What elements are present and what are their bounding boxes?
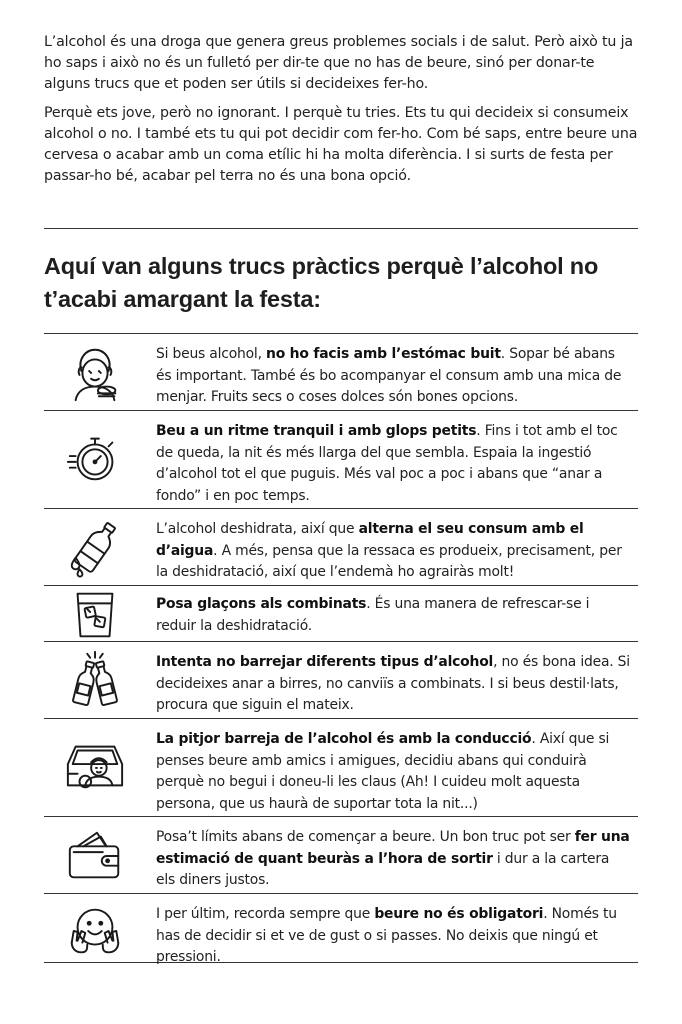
- tip-text: Intenta no barrejar diferents tipus d’alcohol, no és bona idea. Si decideixes anar a birres, no canviïs a combinats. I si beus destil·lats, procura que siguin el mateix.: [156, 654, 630, 713]
- smiley-peace-icon: [64, 900, 126, 962]
- tip-text: Si beus alcohol, no ho facis amb l’estómac buit. Sopar bé abans és important. També és bo acompanyar el consum amb una mica de menjar. Fruits secs o coses dolces són bones opcions.: [156, 346, 622, 405]
- driver-icon: [64, 735, 126, 797]
- intro-paragraph-1: L’alcohol és una droga que genera greus problemes socials i de salut. Però això tu ja ho saps i això no és un fulletó per dir-te que no has de beure, sinó per donar-te alguns trucs que et poden ser útils si decideixes fer-ho.: [44, 34, 633, 92]
- tips-heading: Aquí van alguns trucs pràctics perquè l’alcohol no t’acabi amargant la festa:: [44, 253, 599, 312]
- tip-row-limits: [44, 816, 638, 893]
- tip-text: Posa glaçons als combinats. És una manera de refrescar-se i reduir la deshidratació.: [156, 596, 590, 634]
- tip-text: Beu a un ritme tranquil i amb glops petits. Fins i tot amb el toc de queda, la nit és més llarga del que sembla. Espaia la ingestió d’alcohol tot el que puguis. Més val poc a poc i abans que “anar a fondo” i en poc temps.: [156, 423, 618, 504]
- tip-row-mixing: [44, 641, 638, 718]
- tip-text: Posa’t límits abans de començar a beure. Un bon truc pot ser fer una estimació de quant beuràs a l’hora de sortir i dur a la cartera els diners justos.: [156, 829, 630, 888]
- section-divider: [44, 228, 638, 229]
- tip-text: I per últim, recorda sempre que beure no és obligatori. Només tu has de decidir si et ve de gust o si passes. No deixis que ningú et pressioni.: [156, 906, 617, 965]
- intro-section: [44, 32, 644, 195]
- intro-paragraph-2: Perquè ets jove, però no ignorant. I perquè tu tries. Ets tu qui decideix si consumeix alcohol o no. I també ets tu qui pot decidir com fer-ho. Com bé saps, entre beure una cervesa o acabar amb un coma etílic hi ha molta diferència. I si surts de festa per passar-ho bé, acabar pel terra no és una bona opció.: [44, 105, 638, 184]
- water-bottle-icon: [64, 517, 126, 579]
- tip-text: La pitjor barreja de l’alcohol és amb la conducció. Així que si penses beure amb amics i amigues, decidiu abans qui conduirà perquè no begui i doneu-li les claus (Ah! I cuideu molt aquesta persona, que us haurà de suportar tota la nit...): [156, 731, 610, 812]
- person-eating-icon: [64, 342, 126, 404]
- stopwatch-icon: [64, 427, 126, 489]
- beer-bottles-icon: [64, 648, 126, 710]
- tip-row-driving: [44, 718, 638, 816]
- ice-glass-icon: [64, 584, 126, 646]
- tip-row-empty-stomach: [44, 333, 638, 410]
- tip-row-slow-pace: [44, 410, 638, 508]
- tip-row-ice: [44, 585, 638, 641]
- tip-row-not-mandatory: [44, 893, 638, 963]
- tip-row-water: [44, 508, 638, 585]
- tip-text: L’alcohol deshidrata, així que alterna el seu consum amb el d’aigua. A més, pensa que la ressaca es produeix, precisament, per la deshidratació, així que l’endemà ho agrairàs molt!: [156, 521, 622, 580]
- wallet-icon: [64, 825, 126, 887]
